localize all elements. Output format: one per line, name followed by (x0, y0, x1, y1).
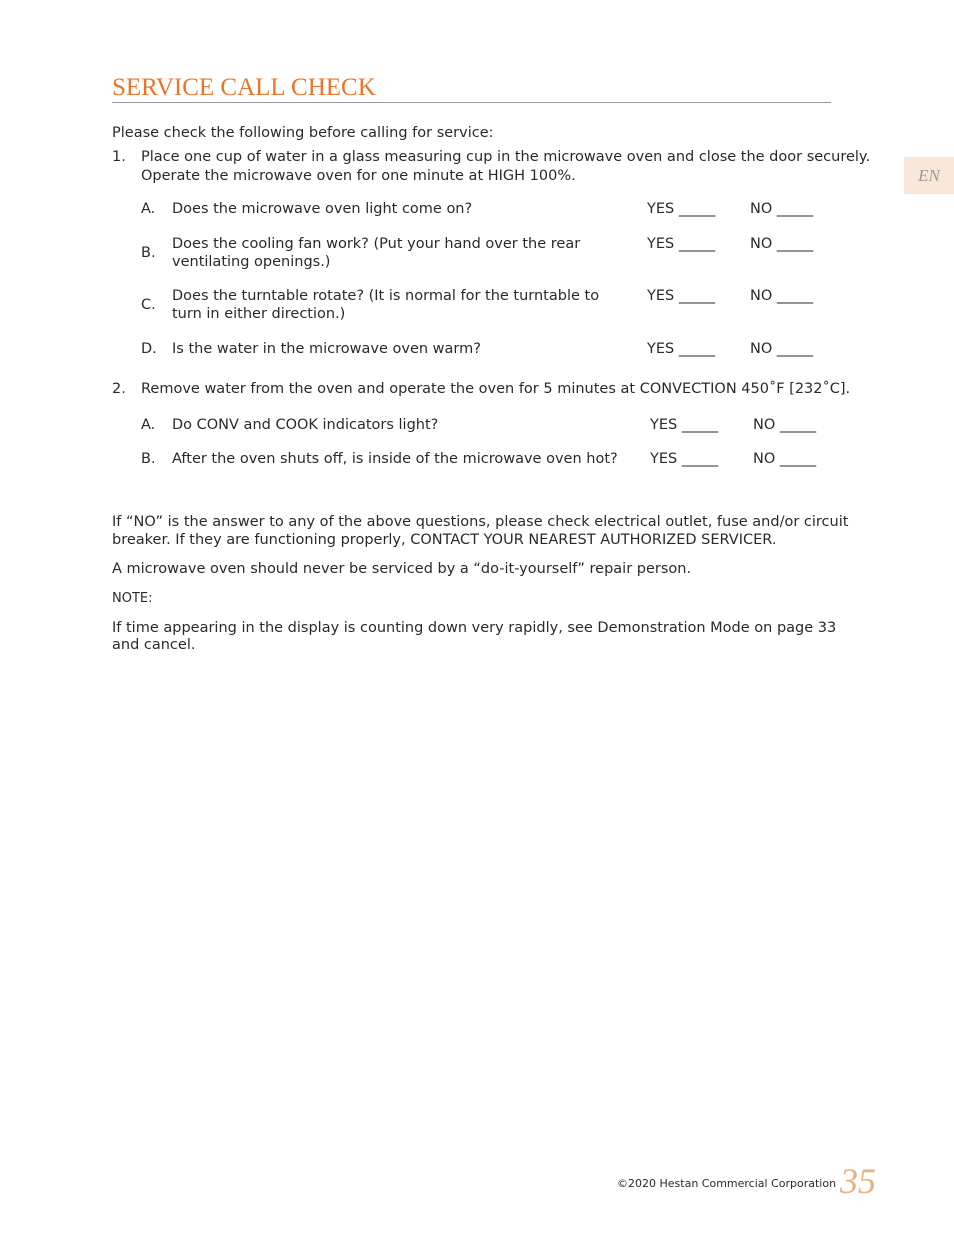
step-1d-question: Is the water in the microwave oven warm? (172, 341, 481, 357)
no-answer-paragraph-line2: breaker. If they are functioning properly, CONTACT YOUR NEAREST AUTHORIZED SERVICER. (112, 532, 777, 548)
step-2b-question: After the oven shuts off, is inside of the microwave oven hot? (172, 451, 618, 467)
step-2a-yes: YES _____ (650, 417, 719, 433)
step-1c-question-line2: turn in either direction.) (172, 306, 346, 322)
step-1b-yes: YES _____ (647, 236, 716, 252)
step-1c-yes: YES _____ (647, 288, 716, 304)
step-1c-letter: C. (141, 297, 156, 313)
step-1d-letter: D. (141, 341, 157, 357)
step-1a-letter: A. (141, 201, 156, 217)
step-2a-question: Do CONV and COOK indicators light? (172, 417, 439, 433)
step-1b-question-line1: Does the cooling fan work? (Put your hand over the rear (172, 236, 581, 252)
step-1d-yes: YES _____ (647, 341, 716, 357)
step-2b-letter: B. (141, 451, 156, 467)
step-1a-yes: YES _____ (647, 201, 716, 217)
note-text-line2: and cancel. (112, 637, 196, 653)
step-2-number: 2. (112, 381, 126, 397)
intro-text: Please check the following before calling for service: (112, 125, 494, 141)
step-2b-yes: YES _____ (650, 451, 719, 467)
step-1d-no: NO _____ (750, 341, 814, 357)
step-1c-question-line1: Does the turntable rotate? (It is normal for the turntable to (172, 288, 600, 304)
language-tab[interactable]: EN (904, 157, 954, 194)
step-1b-no: NO _____ (750, 236, 814, 252)
note-text-line1: If time appearing in the display is counting down very rapidly, see Demonstration Mode on page 33 (112, 620, 837, 636)
note-label: NOTE: (112, 591, 153, 606)
step-1-text-line1: Place one cup of water in a glass measuring cup in the microwave oven and close the door securely. (141, 149, 871, 165)
page-title: SERVICE CALL CHECK (112, 74, 831, 103)
step-1b-question-line2: ventilating openings.) (172, 254, 331, 270)
page-number: 35 (840, 1161, 876, 1201)
step-1b-letter: B. (141, 245, 156, 261)
diy-warning: A microwave oven should never be serviced by a “do-it-yourself” repair person. (112, 561, 692, 577)
step-1c-no: NO _____ (750, 288, 814, 304)
step-1a-question: Does the microwave oven light come on? (172, 201, 473, 217)
step-2a-no: NO _____ (753, 417, 817, 433)
no-answer-paragraph-line1: If “NO” is the answer to any of the above questions, please check electrical outlet, fuse and/or circuit (112, 514, 849, 530)
footer-copyright: ©2020 Hestan Commercial Corporation (617, 1177, 837, 1190)
step-2b-no: NO _____ (753, 451, 817, 467)
step-2-text: Remove water from the oven and operate the oven for 5 minutes at CONVECTION 450˚F [232˚C]. (141, 381, 851, 397)
step-1-number: 1. (112, 149, 126, 165)
step-2a-letter: A. (141, 417, 156, 433)
step-1-text-line2: Operate the microwave oven for one minute at HIGH 100%. (141, 168, 576, 184)
step-1a-no: NO _____ (750, 201, 814, 217)
